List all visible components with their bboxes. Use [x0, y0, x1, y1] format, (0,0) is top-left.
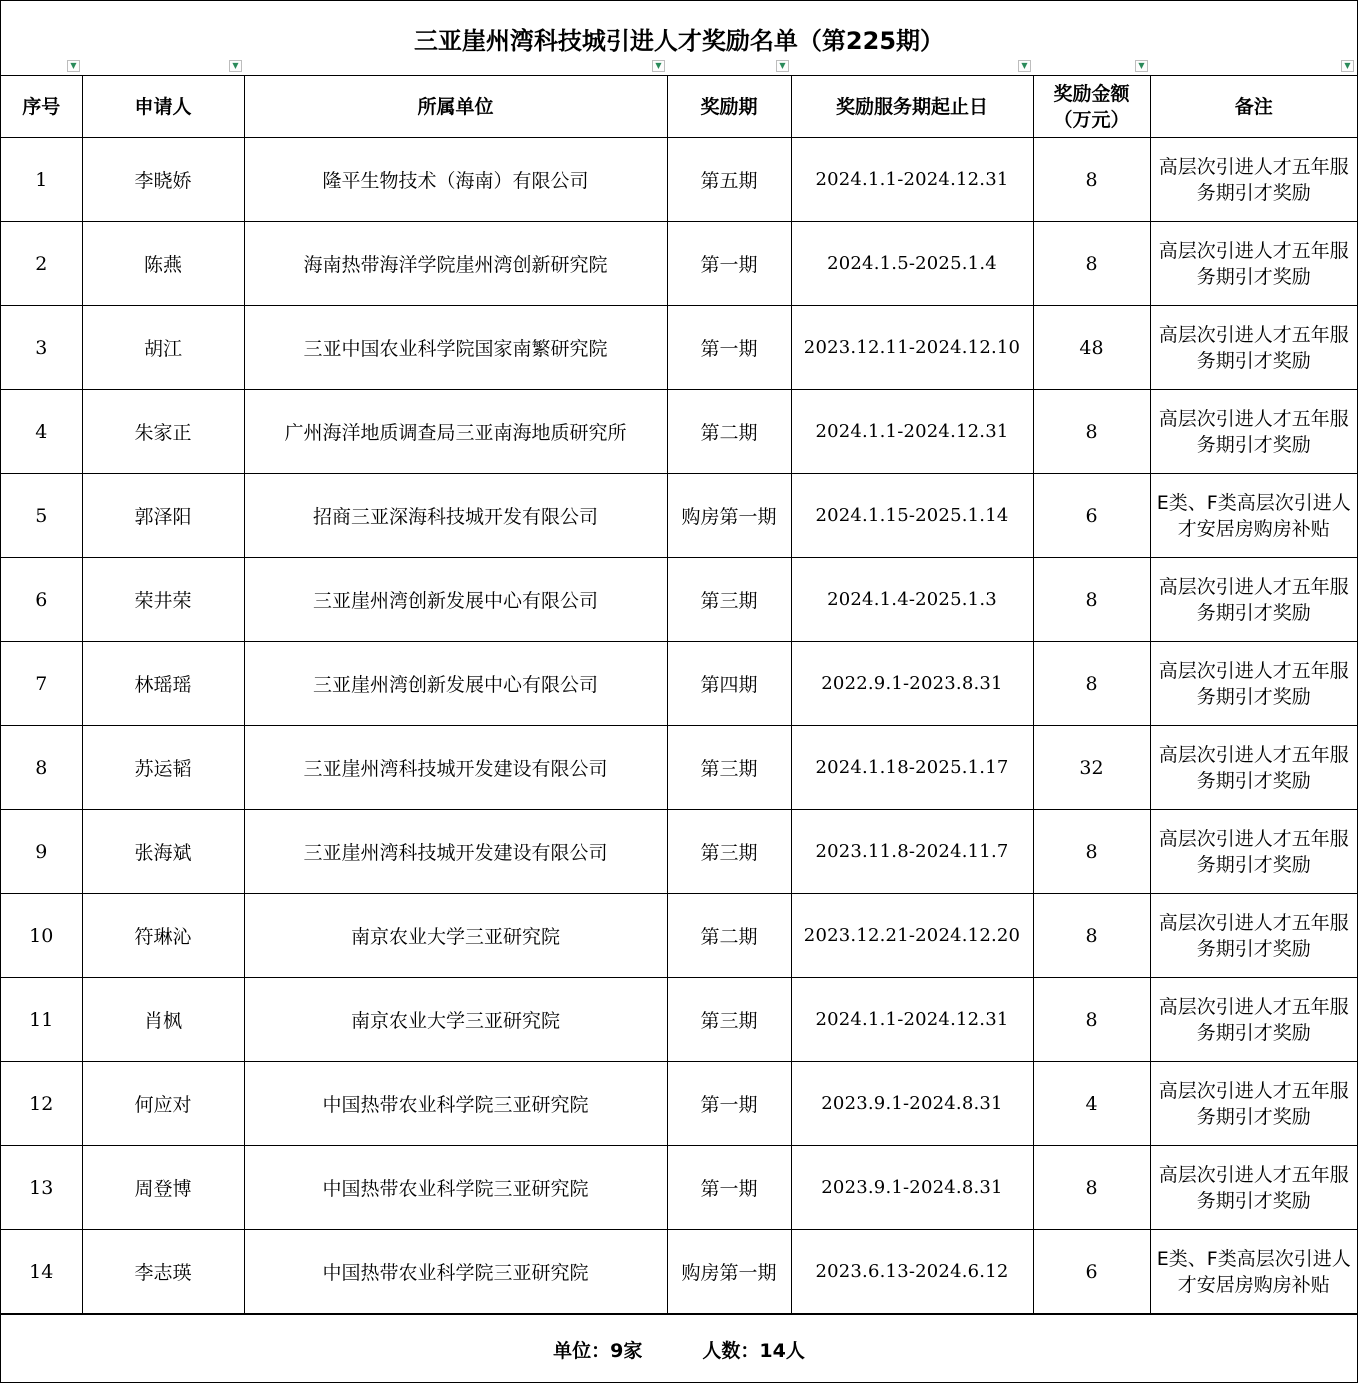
cell-applicant[interactable]: 胡江 [82, 306, 244, 390]
header-service-dates[interactable]: 奖励服务期起止日 [791, 76, 1033, 138]
cell-no[interactable]: 8 [1, 726, 82, 810]
table-row [1, 1146, 1357, 1230]
cell-note[interactable]: 高层次引进人才五年服务期引才奖励 [1150, 726, 1357, 810]
cell-applicant[interactable]: 荣井荣 [82, 558, 244, 642]
cell-period[interactable]: 第二期 [667, 894, 791, 978]
cell-unit[interactable]: 三亚中国农业科学院国家南繁研究院 [244, 306, 667, 390]
summary-units: 单位：9家 [553, 1339, 643, 1362]
table-row [1, 390, 1357, 474]
cell-applicant[interactable]: 张海斌 [82, 810, 244, 894]
cell-period[interactable]: 购房第一期 [667, 1230, 791, 1314]
table-row [1, 558, 1357, 642]
table-row [1, 642, 1357, 726]
cell-unit[interactable]: 海南热带海洋学院崖州湾创新研究院 [244, 222, 667, 306]
cell-applicant[interactable]: 李晓娇 [82, 138, 244, 222]
cell-unit[interactable]: 招商三亚深海科技城开发有限公司 [244, 474, 667, 558]
cell-amount[interactable]: 8 [1033, 894, 1150, 978]
cell-applicant[interactable]: 李志瑛 [82, 1230, 244, 1314]
header-amount-text: 奖励金额（万元） [1053, 82, 1130, 131]
sheet-title: 三亚崖州湾科技城引进人才奖励名单（第225期） [1, 1, 1357, 76]
table-row [1, 810, 1357, 894]
cell-period[interactable]: 第二期 [667, 390, 791, 474]
filter-dropdown-icon[interactable]: ▼ [1341, 60, 1354, 72]
cell-period[interactable]: 第一期 [667, 1062, 791, 1146]
award-table [1, 76, 1357, 1314]
filter-dropdown-icon[interactable]: ▼ [1135, 60, 1148, 72]
header-unit[interactable]: 所属单位 [244, 76, 667, 138]
cell-applicant[interactable]: 符琳沁 [82, 894, 244, 978]
table-row [1, 894, 1357, 978]
table-row [1, 1230, 1357, 1314]
cell-applicant[interactable]: 朱家正 [82, 390, 244, 474]
header-amount[interactable] [1033, 76, 1150, 138]
cell-note[interactable]: 高层次引进人才五年服务期引才奖励 [1150, 1146, 1357, 1230]
cell-no[interactable]: 11 [1, 978, 82, 1062]
cell-no[interactable]: 4 [1, 390, 82, 474]
cell-no[interactable]: 3 [1, 306, 82, 390]
header-note[interactable]: 备注 [1150, 76, 1357, 138]
cell-period[interactable]: 第一期 [667, 222, 791, 306]
cell-applicant[interactable]: 陈燕 [82, 222, 244, 306]
cell-amount[interactable]: 8 [1033, 558, 1150, 642]
cell-amount[interactable]: 48 [1033, 306, 1150, 390]
cell-service-dates[interactable]: 2023.12.21-2024.12.20 [791, 894, 1033, 978]
cell-unit[interactable]: 三亚崖州湾科技城开发建设有限公司 [244, 810, 667, 894]
cell-no[interactable]: 5 [1, 474, 82, 558]
cell-unit[interactable]: 三亚崖州湾科技城开发建设有限公司 [244, 726, 667, 810]
table-body [1, 138, 1357, 1314]
cell-amount[interactable]: 32 [1033, 726, 1150, 810]
cell-unit[interactable]: 中国热带农业科学院三亚研究院 [244, 1230, 667, 1314]
cell-applicant[interactable]: 肖枫 [82, 978, 244, 1062]
cell-no[interactable]: 14 [1, 1230, 82, 1314]
cell-service-dates[interactable]: 2024.1.1-2024.12.31 [791, 390, 1033, 474]
cell-note[interactable]: 高层次引进人才五年服务期引才奖励 [1150, 978, 1357, 1062]
cell-note[interactable]: 高层次引进人才五年服务期引才奖励 [1150, 894, 1357, 978]
cell-period[interactable]: 第三期 [667, 558, 791, 642]
table-row [1, 474, 1357, 558]
cell-amount[interactable]: 8 [1033, 138, 1150, 222]
cell-amount[interactable]: 8 [1033, 642, 1150, 726]
header-no[interactable]: 序号 [1, 76, 82, 138]
cell-service-dates[interactable]: 2023.12.11-2024.12.10 [791, 306, 1033, 390]
cell-note[interactable]: 高层次引进人才五年服务期引才奖励 [1150, 810, 1357, 894]
cell-service-dates[interactable]: 2023.6.13-2024.6.12 [791, 1230, 1033, 1314]
cell-note[interactable]: 高层次引进人才五年服务期引才奖励 [1150, 1062, 1357, 1146]
header-period[interactable]: 奖励期 [667, 76, 791, 138]
cell-unit[interactable]: 隆平生物技术（海南）有限公司 [244, 138, 667, 222]
cell-note[interactable]: E类、F类高层次引进人才安居房购房补贴 [1150, 1230, 1357, 1314]
cell-no[interactable]: 7 [1, 642, 82, 726]
cell-unit[interactable]: 南京农业大学三亚研究院 [244, 894, 667, 978]
cell-unit[interactable]: 中国热带农业科学院三亚研究院 [244, 1062, 667, 1146]
cell-service-dates[interactable]: 2024.1.5-2025.1.4 [791, 222, 1033, 306]
cell-amount[interactable]: 8 [1033, 810, 1150, 894]
cell-applicant[interactable]: 苏运韬 [82, 726, 244, 810]
cell-no[interactable]: 1 [1, 138, 82, 222]
cell-service-dates[interactable]: 2023.9.1-2024.8.31 [791, 1146, 1033, 1230]
cell-note[interactable]: 高层次引进人才五年服务期引才奖励 [1150, 138, 1357, 222]
table-row [1, 306, 1357, 390]
cell-period[interactable]: 第一期 [667, 306, 791, 390]
cell-unit[interactable]: 三亚崖州湾创新发展中心有限公司 [244, 642, 667, 726]
cell-period[interactable]: 第三期 [667, 810, 791, 894]
filter-dropdown-icon[interactable]: ▼ [1018, 60, 1031, 72]
header-row [1, 76, 1357, 138]
cell-note[interactable]: 高层次引进人才五年服务期引才奖励 [1150, 390, 1357, 474]
cell-service-dates[interactable]: 2024.1.15-2025.1.14 [791, 474, 1033, 558]
cell-period[interactable]: 第四期 [667, 642, 791, 726]
cell-note[interactable]: 高层次引进人才五年服务期引才奖励 [1150, 306, 1357, 390]
cell-unit[interactable]: 三亚崖州湾创新发展中心有限公司 [244, 558, 667, 642]
cell-unit[interactable]: 中国热带农业科学院三亚研究院 [244, 1146, 667, 1230]
table-row [1, 726, 1357, 810]
cell-unit[interactable]: 南京农业大学三亚研究院 [244, 978, 667, 1062]
cell-unit[interactable]: 广州海洋地质调查局三亚南海地质研究所 [244, 390, 667, 474]
table-row [1, 222, 1357, 306]
filter-dropdown-icon[interactable]: ▼ [776, 60, 789, 72]
cell-note[interactable]: 高层次引进人才五年服务期引才奖励 [1150, 222, 1357, 306]
cell-note[interactable]: 高层次引进人才五年服务期引才奖励 [1150, 558, 1357, 642]
cell-service-dates[interactable]: 2023.9.1-2024.8.31 [791, 1062, 1033, 1146]
cell-service-dates[interactable]: 2023.11.8-2024.11.7 [791, 810, 1033, 894]
table-row [1, 978, 1357, 1062]
cell-applicant[interactable]: 林瑶瑶 [82, 642, 244, 726]
header-applicant[interactable]: 申请人 [82, 76, 244, 138]
cell-no[interactable]: 9 [1, 810, 82, 894]
summary-footer [1, 1314, 1357, 1383]
cell-no[interactable]: 13 [1, 1146, 82, 1230]
cell-period[interactable]: 购房第一期 [667, 474, 791, 558]
cell-period[interactable]: 第三期 [667, 726, 791, 810]
cell-amount[interactable]: 8 [1033, 222, 1150, 306]
cell-applicant[interactable]: 何应对 [82, 1062, 244, 1146]
table-row [1, 138, 1357, 222]
filter-dropdown-icon[interactable]: ▼ [652, 60, 665, 72]
cell-no[interactable]: 12 [1, 1062, 82, 1146]
cell-applicant[interactable]: 周登博 [82, 1146, 244, 1230]
summary-people: 人数：14人 [702, 1339, 805, 1362]
cell-service-dates[interactable]: 2022.9.1-2023.8.31 [791, 642, 1033, 726]
cell-no[interactable]: 10 [1, 894, 82, 978]
cell-service-dates[interactable]: 2024.1.1-2024.12.31 [791, 978, 1033, 1062]
filter-dropdown-icon[interactable]: ▼ [67, 60, 80, 72]
cell-service-dates[interactable]: 2024.1.18-2025.1.17 [791, 726, 1033, 810]
cell-period[interactable]: 第三期 [667, 978, 791, 1062]
table-row [1, 1062, 1357, 1146]
cell-period[interactable]: 第五期 [667, 138, 791, 222]
cell-service-dates[interactable]: 2024.1.1-2024.12.31 [791, 138, 1033, 222]
cell-no[interactable]: 6 [1, 558, 82, 642]
cell-amount[interactable]: 8 [1033, 390, 1150, 474]
cell-amount[interactable]: 6 [1033, 1230, 1150, 1314]
cell-amount[interactable]: 8 [1033, 978, 1150, 1062]
cell-service-dates[interactable]: 2024.1.4-2025.1.3 [791, 558, 1033, 642]
cell-note[interactable]: E类、F类高层次引进人才安居房购房补贴 [1150, 474, 1357, 558]
filter-dropdown-icon[interactable]: ▼ [229, 60, 242, 72]
cell-note[interactable]: 高层次引进人才五年服务期引才奖励 [1150, 642, 1357, 726]
cell-period[interactable]: 第一期 [667, 1146, 791, 1230]
cell-amount[interactable]: 4 [1033, 1062, 1150, 1146]
cell-amount[interactable]: 8 [1033, 1146, 1150, 1230]
cell-applicant[interactable]: 郭泽阳 [82, 474, 244, 558]
cell-no[interactable]: 2 [1, 222, 82, 306]
cell-amount[interactable]: 6 [1033, 474, 1150, 558]
